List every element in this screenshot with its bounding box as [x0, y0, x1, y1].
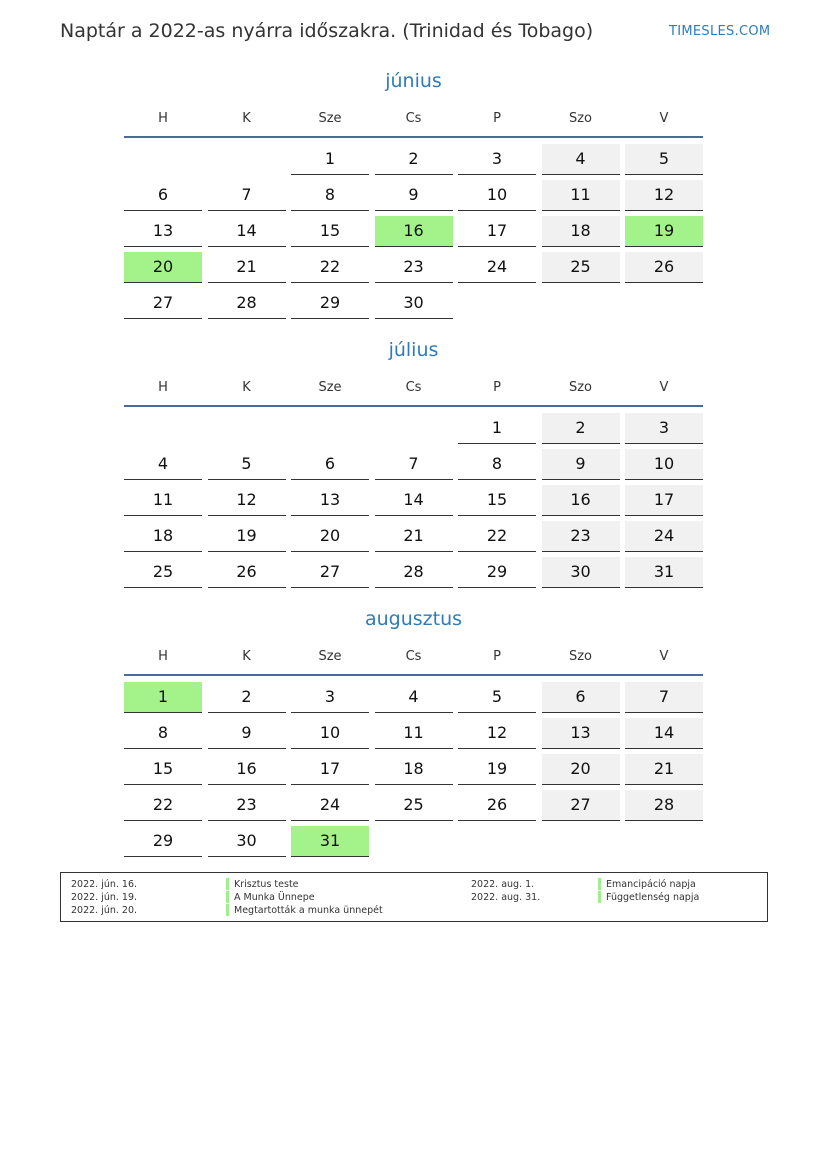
weekday-label: Sze — [318, 380, 342, 395]
day-cell: 9 — [542, 449, 620, 480]
legend-holiday-name: Emancipáció napja — [606, 879, 696, 890]
legend-holiday-name: A Munka Ünnepe — [234, 892, 315, 903]
day-cell: 21 — [208, 252, 286, 283]
day-cell: 4 — [375, 682, 453, 713]
weekday-label: P — [493, 649, 501, 664]
day-cell: 5 — [208, 449, 286, 480]
day-cell: 21 — [375, 521, 453, 552]
day-cell: 4 — [542, 144, 620, 175]
day-cell: 18 — [375, 754, 453, 785]
page-title: Naptár a 2022-as nyárra időszakra. (Trinidad és Tobago) — [60, 20, 594, 42]
weekday-label: K — [242, 111, 251, 126]
day-cell: 10 — [625, 449, 703, 480]
legend-item — [71, 878, 371, 891]
weekday-label: Cs — [405, 649, 422, 664]
day-cell: 13 — [124, 216, 202, 247]
day-cell: 14 — [208, 216, 286, 247]
day-cell: 6 — [124, 180, 202, 211]
day-cell: 11 — [124, 485, 202, 516]
legend-holiday-name: Függetlenség napja — [606, 892, 700, 903]
holiday-marker — [226, 891, 229, 903]
day-cell: 18 — [124, 521, 202, 552]
day-cell: 7 — [208, 180, 286, 211]
day-cell: 17 — [291, 754, 369, 785]
holiday-marker — [226, 904, 229, 916]
holiday-marker — [226, 878, 229, 890]
day-cell: 12 — [208, 485, 286, 516]
day-cell: 24 — [458, 252, 536, 283]
holiday-day-cell: 31 — [291, 826, 369, 857]
day-cell: 30 — [542, 557, 620, 588]
day-cell: 14 — [625, 718, 703, 749]
header-rule — [124, 674, 703, 676]
day-cell: 22 — [458, 521, 536, 552]
day-cell: 6 — [542, 682, 620, 713]
weekday-label: P — [493, 111, 501, 126]
day-cell: 3 — [458, 144, 536, 175]
holiday-marker — [598, 878, 601, 890]
day-cell: 18 — [542, 216, 620, 247]
day-cell: 23 — [542, 521, 620, 552]
day-cell: 8 — [291, 180, 369, 211]
day-cell: 7 — [625, 682, 703, 713]
day-cell: 27 — [124, 288, 202, 319]
weekday-header — [124, 649, 703, 669]
weekday-label: Sze — [318, 649, 342, 664]
day-cell: 5 — [625, 144, 703, 175]
day-cell: 1 — [291, 144, 369, 175]
legend-item — [71, 891, 371, 904]
day-cell: 26 — [208, 557, 286, 588]
day-cell: 29 — [124, 826, 202, 857]
day-cell: 22 — [291, 252, 369, 283]
day-cell: 27 — [291, 557, 369, 588]
day-cell: 25 — [542, 252, 620, 283]
day-cell: 20 — [542, 754, 620, 785]
day-cell: 10 — [458, 180, 536, 211]
weekday-label: K — [242, 380, 251, 395]
legend-date: 2022. jún. 20. — [71, 905, 138, 916]
brand-logo[interactable]: TIMESLES.COM — [669, 24, 771, 39]
weekday-header — [124, 111, 703, 131]
day-cell: 27 — [542, 790, 620, 821]
weekday-label: H — [158, 380, 168, 395]
day-cell: 13 — [291, 485, 369, 516]
holiday-marker — [598, 891, 601, 903]
legend-date: 2022. aug. 31. — [471, 892, 541, 903]
weekday-label: Szo — [568, 111, 593, 126]
header-rule — [124, 136, 703, 138]
weekday-label: K — [242, 649, 251, 664]
month-name: július — [388, 339, 439, 361]
day-cell: 9 — [208, 718, 286, 749]
month-name: június — [385, 70, 442, 92]
month-name: augusztus — [364, 608, 463, 630]
day-cell: 31 — [625, 557, 703, 588]
holiday-legend — [60, 872, 768, 922]
day-cell: 5 — [458, 682, 536, 713]
day-cell: 15 — [291, 216, 369, 247]
day-cell: 23 — [375, 252, 453, 283]
day-cell: 9 — [375, 180, 453, 211]
day-cell: 22 — [124, 790, 202, 821]
day-cell: 28 — [625, 790, 703, 821]
weekday-label: V — [659, 649, 669, 664]
day-cell: 12 — [625, 180, 703, 211]
legend-date: 2022. aug. 1. — [471, 879, 535, 890]
weekday-label: V — [659, 380, 669, 395]
day-cell: 20 — [291, 521, 369, 552]
day-cell: 2 — [542, 413, 620, 444]
weekday-label: H — [158, 649, 168, 664]
holiday-day-cell: 20 — [124, 252, 202, 283]
day-cell: 19 — [458, 754, 536, 785]
weekday-label: H — [158, 111, 168, 126]
day-cell: 30 — [375, 288, 453, 319]
day-cell: 1 — [458, 413, 536, 444]
day-cell: 11 — [542, 180, 620, 211]
legend-holiday-name: Krisztus teste — [234, 879, 299, 890]
day-cell: 23 — [208, 790, 286, 821]
day-cell: 26 — [625, 252, 703, 283]
weekday-label: Cs — [405, 380, 422, 395]
day-cell: 30 — [208, 826, 286, 857]
day-cell: 3 — [291, 682, 369, 713]
day-cell: 4 — [124, 449, 202, 480]
holiday-day-cell: 1 — [124, 682, 202, 713]
day-cell: 3 — [625, 413, 703, 444]
day-cell: 2 — [208, 682, 286, 713]
weekday-header — [124, 380, 703, 400]
day-cell: 15 — [124, 754, 202, 785]
day-cell: 21 — [625, 754, 703, 785]
day-cell: 29 — [458, 557, 536, 588]
legend-holiday-name: Megtartották a munka ünnepét — [234, 905, 383, 916]
weekday-label: Cs — [405, 111, 422, 126]
day-cell: 17 — [458, 216, 536, 247]
day-cell: 25 — [124, 557, 202, 588]
day-cell: 6 — [291, 449, 369, 480]
weekday-label: V — [659, 111, 669, 126]
day-cell: 15 — [458, 485, 536, 516]
legend-date: 2022. jún. 19. — [71, 892, 138, 903]
day-cell: 12 — [458, 718, 536, 749]
day-cell: 11 — [375, 718, 453, 749]
day-cell: 25 — [375, 790, 453, 821]
day-cell: 16 — [542, 485, 620, 516]
day-cell: 2 — [375, 144, 453, 175]
day-cell: 13 — [542, 718, 620, 749]
day-cell: 17 — [625, 485, 703, 516]
day-cell: 14 — [375, 485, 453, 516]
legend-item — [71, 904, 383, 917]
holiday-day-cell: 16 — [375, 216, 453, 247]
legend-item — [471, 891, 771, 904]
day-cell: 7 — [375, 449, 453, 480]
holiday-day-cell: 19 — [625, 216, 703, 247]
legend-item — [471, 878, 771, 891]
weekday-label: Sze — [318, 111, 342, 126]
day-cell: 28 — [208, 288, 286, 319]
day-cell: 19 — [208, 521, 286, 552]
day-cell: 8 — [124, 718, 202, 749]
header-rule — [124, 405, 703, 407]
weekday-label: Szo — [568, 649, 593, 664]
weekday-label: P — [493, 380, 501, 395]
legend-date: 2022. jún. 16. — [71, 879, 138, 890]
day-cell: 8 — [458, 449, 536, 480]
day-cell: 26 — [458, 790, 536, 821]
day-cell: 10 — [291, 718, 369, 749]
weekday-label: Szo — [568, 380, 593, 395]
day-cell: 28 — [375, 557, 453, 588]
day-cell: 16 — [208, 754, 286, 785]
day-cell: 29 — [291, 288, 369, 319]
day-cell: 24 — [625, 521, 703, 552]
day-cell: 24 — [291, 790, 369, 821]
